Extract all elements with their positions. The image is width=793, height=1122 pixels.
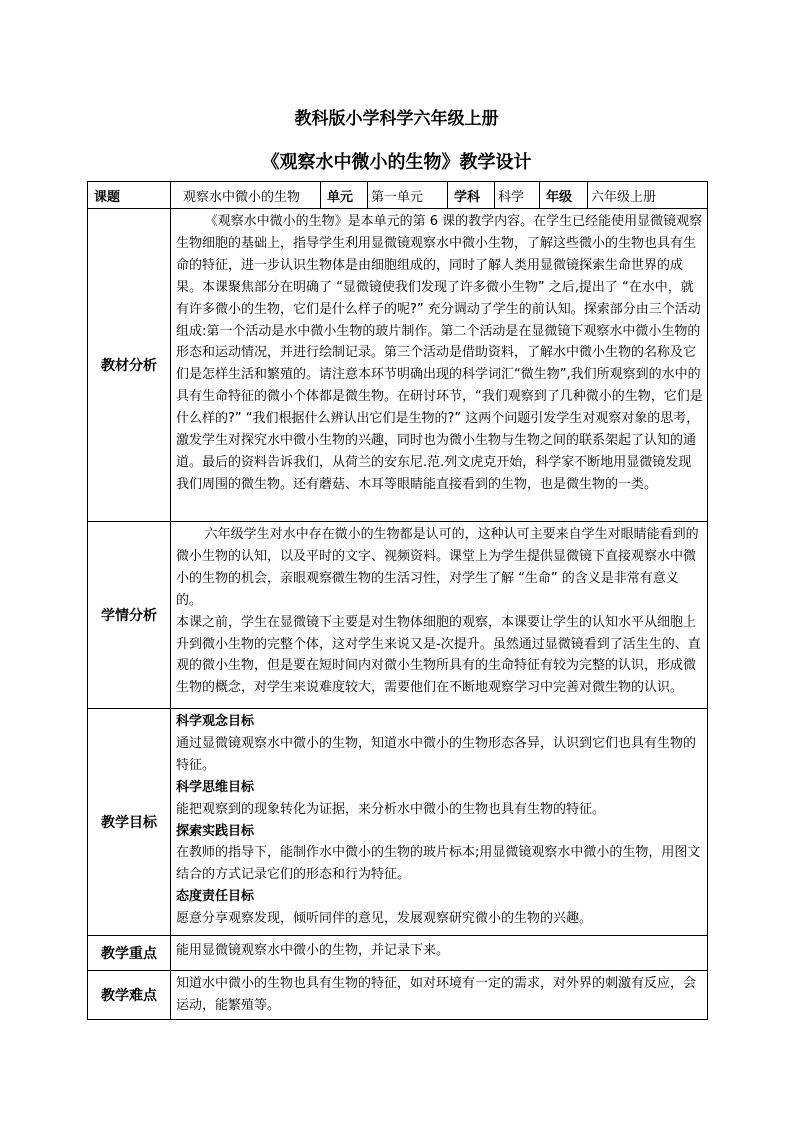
topic-label: 课题 <box>88 182 171 209</box>
material-analysis-cell <box>171 209 708 522</box>
difficulty-text: 知道水中微小的生物也具有生物的特征，如对环境有一定的需求，对外界的刺激有反应，会运动，能繁殖等。 <box>171 971 708 1020</box>
subject-value: 科学 <box>495 182 540 209</box>
document-subtitle: 《观察水中微小的生物》教学设计 <box>261 152 532 173</box>
unit-value: 第一单元 <box>368 182 448 209</box>
concept-goal-title: 科学观念目标 <box>176 714 255 729</box>
student-analysis-cell <box>171 522 708 709</box>
material-analysis-label: 教材分析 <box>88 209 171 522</box>
practice-goal-title: 探索实践目标 <box>176 823 255 839</box>
teaching-goals-cell <box>171 709 708 936</box>
student-analysis-para1: 六年级学生对水中存在微小的生物都是认可的，这种认可主要来自学生对眼睛能看到的微小生物的认知，以及平时的文字、视频资料。课堂上为学生提供显微镜下直接观察水中微小的生物的机会，亲眼观察微生物的生活习性，对学生了解 “生命” 的含义是非常有意义的。 <box>176 527 699 608</box>
practice-goal-text: 在教师的指导下，能制作水中微小的生物的玻片标本;用显微镜观察水中微小的生物，用图文结合的方式记录它们的形态和行为特征。 <box>176 845 701 883</box>
attitude-goal-text: 愿意分享观察发现，倾听同伴的意见，发展观察研究微小的生物的兴趣。 <box>176 911 593 927</box>
document-title: 教科版小学科学六年级上册 <box>294 109 499 129</box>
subject-label: 学科 <box>448 182 495 209</box>
thinking-goal-text: 能把观察到的现象转化为证据，来分析水中微小的生物也具有生物的特征。 <box>176 801 606 817</box>
material-analysis-row <box>88 209 708 522</box>
topic-value: 观察水中微小的生物 <box>171 182 321 209</box>
unit-label: 单元 <box>321 182 368 209</box>
difficulty-row <box>88 971 708 1020</box>
key-point-row <box>88 936 708 971</box>
lesson-plan-table <box>87 181 708 1020</box>
grade-value: 六年级上册 <box>588 182 708 209</box>
student-analysis-row <box>88 522 708 709</box>
student-analysis-label: 学情分析 <box>88 522 171 709</box>
difficulty-label: 教学难点 <box>88 971 171 1020</box>
header-row <box>88 182 708 209</box>
student-analysis-para2: 本课之前，学生在显微镜下主要是对生物体细胞的观察，本课要让学生的认知水平从细胞上升到微小生物的完整个体，这对学生来说又是-次提升。虽然通过显微镜看到了活生生的、直观的微小生物，但是要在短时间内对微小生物所具有的生命特征有较为完整的认识，形成微生物的概念，对学生来说难度较大，需要他们在不断地观察学习中完善对微生物的认识。 <box>176 614 701 696</box>
thinking-goal-title: 科学思维目标 <box>176 779 255 795</box>
grade-label: 年级 <box>540 182 588 209</box>
concept-goal-text: 通过显微镜观察水中微小的生物，知道水中微小的生物形态各异，认识到它们也具有生物的特征。 <box>176 735 697 773</box>
teaching-goals-label: 教学目标 <box>88 709 171 936</box>
attitude-goal-title: 态度责任目标 <box>176 889 255 905</box>
key-point-label: 教学重点 <box>88 936 171 971</box>
teaching-goals-row <box>88 709 708 936</box>
key-point-text: 能用显微镜观察水中微小的生物，并记录下来。 <box>171 936 708 971</box>
material-analysis-text: 《观察水中微小的生物》是本单元的第 6 课的教学内容。在学生已经能使用显微镜观察生物细胞的基础上，指导学生利用显微镜观察水中微小生物，了解这些微小的生物也具有生命的特征，进一步认识生物体是由细胞组成的，同时了解人类用显微镜探索生命世界的成果。本课聚焦部分在明确了 “显微镜使我们发现了许多微小生物” 之后,提出了 “在水中，就有许多微小的生物，它们是什么样子的呢?” 充分调动了学生的前认知。探索部分由三个活动组成:第一个活动是水中微小生物的玻片制作。第二个活动是在显微镜下观察水中微小生物的形态和运动情况，并进行绘制记录。第三个活动是借助资料，了解水中微小生物的名称及它们是怎样生活和繁殖的。请注意本环节明确出现的科学词汇“微生物”,我们所观察到的水中的具有生命特征的微小个体都是微生物。在研讨环节，“我们观察到了几种微小的生物，它们是什么样的?” “我们根据什么辨认出它们是生物的?” 这两个问题引发学生对观察对象的思考，激发学生对探究水中微小生物的兴趣，同时也为微小生物与生物之间的联系架起了认知的通道。最后的资料告诉我们，从荷兰的安东尼.范.列文虎克开始，科学家不断地用显微镜发现我们周围的微生物。还有蘑菇、木耳等眼睛能直接看到的生物，也是微生物的一类。 <box>176 214 703 492</box>
